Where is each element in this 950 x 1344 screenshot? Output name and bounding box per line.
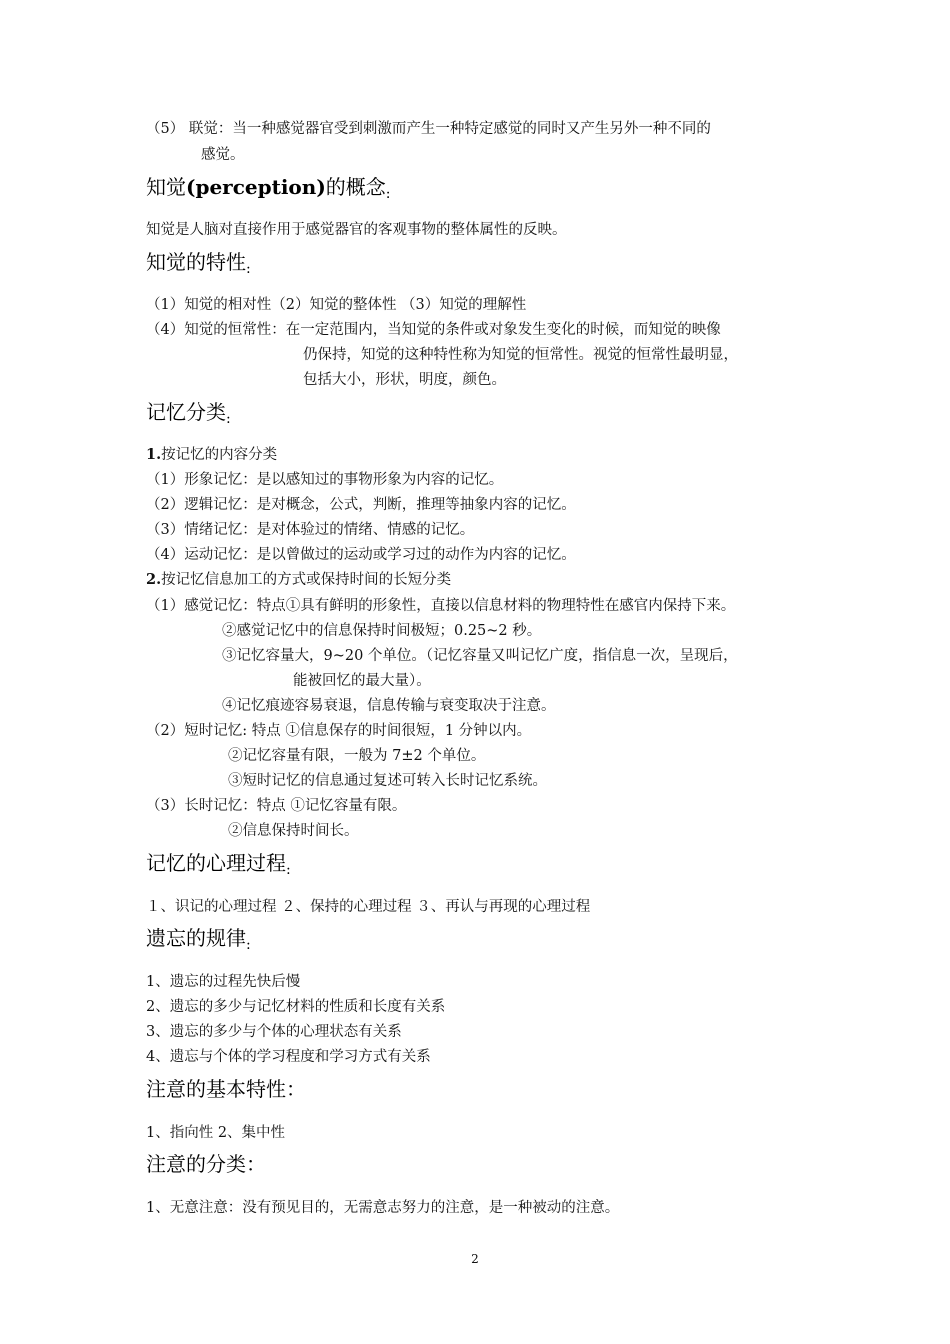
attention-traits-heading: 注意的基本特性： — [146, 1077, 306, 1101]
long-term-memory-line-2: ②信息保持时间长。 — [228, 823, 359, 839]
forgetting-item-3: 3、遗忘的多少与个体的心理状态有关系 — [146, 1024, 402, 1040]
perception-concept-heading — [146, 174, 391, 203]
perception-traits-line-3: 仍保持，知觉的这种特性称为知觉的恒常性。视觉的恒常性最明显， — [303, 347, 738, 363]
short-term-memory-line-3: ③短时记忆的信息通过复述可转入长时记忆系统。 — [228, 773, 547, 789]
perception-traits-line-2: （4）知觉的恒常性：在一定范围内，当知觉的条件或对象发生变化的时候，而知觉的映像 — [146, 322, 721, 338]
memory-item-logic: （2）逻辑记忆：是对概念，公式，判断，推理等抽象内容的记忆。 — [146, 497, 576, 513]
forgetting-heading — [146, 925, 251, 954]
forgetting-item-4: 4、遗忘与个体的学习程度和学习方式有关系 — [146, 1049, 431, 1065]
sensory-memory-line-2: ②感觉记忆中的信息保持时间极短；0.25~2 秒。 — [222, 623, 542, 639]
perception-traits-line-1: （1）知觉的相对性（2）知觉的整体性 （3）知觉的理解性 — [146, 297, 527, 313]
heading-colon: : — [246, 937, 251, 953]
forgetting-item-2: 2、遗忘的多少与记忆材料的性质和长度有关系 — [146, 999, 446, 1015]
heading-text: 记忆分类 — [146, 400, 226, 424]
synesthesia-line-1: （5） 联觉：当一种感觉器官受到刺激而产生一种特定感觉的同时又产生另外一种不同的 — [146, 121, 711, 137]
heading-colon: : — [385, 186, 391, 202]
forgetting-item-1: 1、遗忘的过程先快后慢 — [146, 974, 301, 990]
short-term-memory-line-1: （2）短时记忆: 特点 ①信息保存的时间很短，1 分钟以内。 — [146, 723, 532, 739]
heading-text: 遗忘的规律 — [146, 926, 246, 950]
heading-term-bold: (perception) — [186, 175, 326, 199]
heading-text: 知觉 — [146, 175, 186, 199]
attention-types-text: 1、无意注意：没有预见目的，无需意志努力的注意，是一种被动的注意。 — [146, 1200, 620, 1216]
memory-group-1-title — [146, 445, 277, 465]
page-number: 2 — [471, 1252, 479, 1266]
memory-item-image: （1）形象记忆：是以感知过的事物形象为内容的记忆。 — [146, 472, 504, 488]
perception-traits-line-4: 包括大小，形状，明度，颜色。 — [303, 372, 506, 388]
attention-types-heading: 注意的分类： — [146, 1152, 266, 1176]
sensory-memory-line-4: 能被回忆的最大量）。 — [293, 673, 431, 689]
sensory-memory-line-3: ③记忆容量大，9~20 个单位。（记忆容量又叫记忆广度，指信息一次，呈现后， — [222, 648, 738, 664]
heading-colon: : — [246, 261, 251, 277]
memory-group-2-title — [146, 570, 451, 590]
memory-item-motor: （4）运动记忆：是以曾做过的运动或学习过的动作为内容的记忆。 — [146, 547, 576, 563]
heading-colon: : — [286, 862, 291, 878]
memory-process-heading — [146, 850, 291, 879]
group-title: 按记忆的内容分类 — [161, 447, 278, 463]
heading-text: 的概念 — [325, 175, 386, 199]
sensory-memory-line-1: （1）感觉记忆：特点①具有鲜明的形象性，直接以信息材料的物理特性在感官内保持下来。 — [146, 598, 736, 614]
memory-types-heading — [146, 399, 231, 428]
memory-item-emotion: （3）情绪记忆：是对体验过的情绪、情感的记忆。 — [146, 522, 475, 538]
synesthesia-line-2: 感觉。 — [201, 147, 245, 163]
memory-process-text: １、识记的心理过程 ２、保持的心理过程 ３、再认与再现的心理过程 — [146, 899, 591, 915]
attention-traits-text: 1、指向性 2、集中性 — [146, 1125, 286, 1141]
short-term-memory-line-2: ②记忆容量有限，一般为 7±2 个单位。 — [228, 748, 486, 764]
sensory-memory-line-5: ④记忆痕迹容易衰退，信息传输与衰变取决于注意。 — [222, 698, 556, 714]
heading-colon: : — [226, 411, 231, 427]
perception-concept-text: 知觉是人脑对直接作用于感觉器官的客观事物的整体属性的反映。 — [146, 222, 567, 238]
heading-text: 记忆的心理过程 — [146, 851, 286, 875]
perception-traits-heading — [146, 249, 251, 278]
group-title: 按记忆信息加工的方式或保持时间的长短分类 — [161, 572, 452, 588]
heading-text: 知觉的特性 — [146, 250, 246, 274]
group-number: 1. — [146, 446, 162, 463]
long-term-memory-line-1: （3）长时记忆：特点 ①记忆容量有限。 — [146, 798, 407, 814]
group-number: 2. — [146, 571, 162, 588]
